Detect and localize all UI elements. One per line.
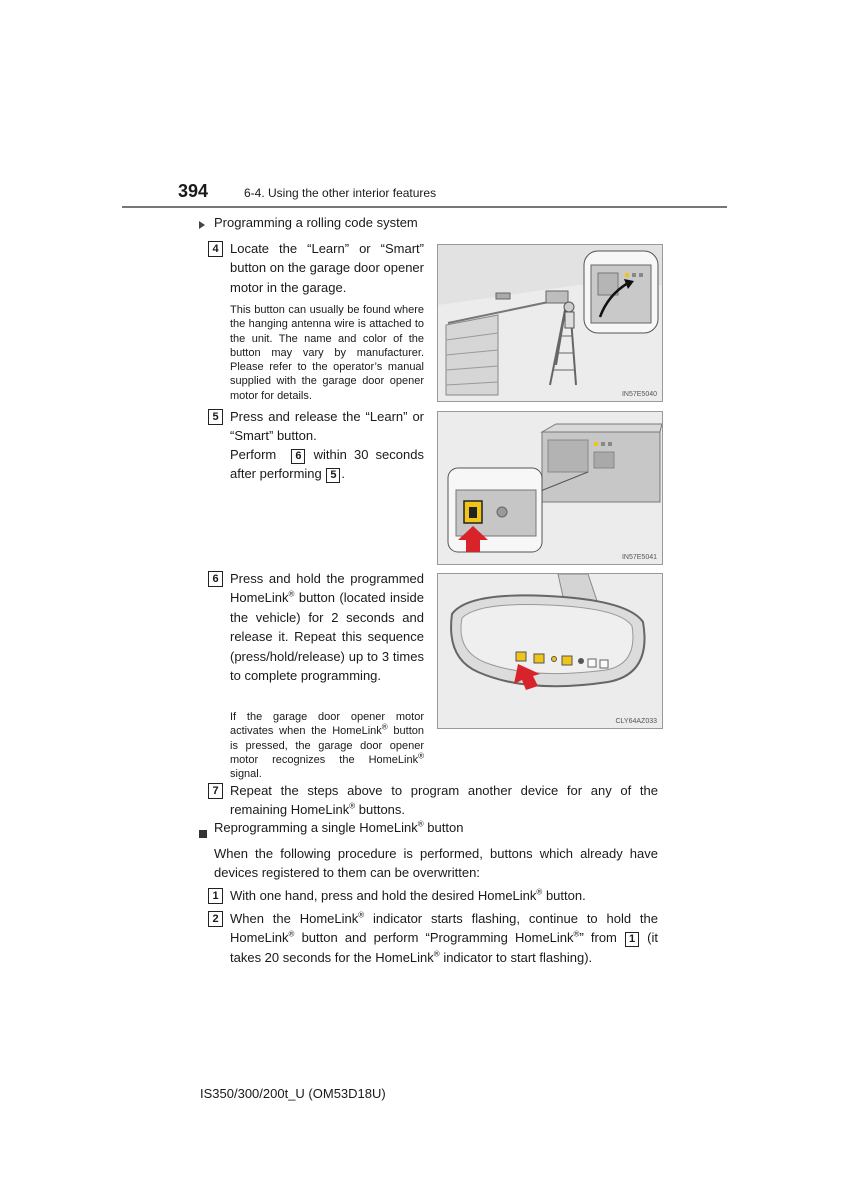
reprogram-step-2-c: button and perform “Programming HomeLink	[301, 930, 574, 946]
figure-garage-opener-motor	[437, 244, 663, 402]
reprogram-step-number-1: 1	[208, 888, 223, 904]
learn-button-illustration	[438, 412, 662, 564]
step-ref-1: 1	[625, 932, 639, 947]
perform-text-a: Perform	[230, 447, 277, 462]
reprogram-intro: When the following procedure is performed, buttons which already have devices registered to them can be overwritten:	[214, 846, 658, 881]
footer-model-code: IS350/300/200t_U (OM53D18U)	[200, 1086, 386, 1101]
step-4-note: This button can usually be found where the hanging antenna wire is attached to the unit. The name and color of the button may vary by manufacturer. Please refer to the operator’s manual supplied with the garage door opener motor for details.	[230, 304, 424, 402]
page-number: 394	[178, 181, 209, 201]
step-6-note	[230, 710, 424, 781]
registered-mark: ®	[349, 802, 356, 812]
registered-mark: ®	[417, 819, 424, 829]
perform-text-b: within 30 seconds after performing	[230, 447, 424, 482]
step-number-6: 6	[208, 571, 223, 587]
step-6-text	[230, 569, 424, 685]
subheading: Programming a rolling code system	[214, 215, 418, 230]
reprogram-step-2-f: indicator to start flashing).	[443, 949, 593, 965]
step-6-note-a: If the garage door opener motor activates when the HomeLink	[230, 711, 424, 738]
step-7-text-b: buttons.	[358, 802, 406, 818]
step-4-text: Locate the “Learn” or “Smart” button on the garage door opener motor in the garage.	[230, 241, 424, 295]
triangle-bullet-icon	[199, 216, 205, 234]
reprogram-step-1-b: button.	[545, 888, 586, 903]
step-number-5: 5	[208, 409, 223, 425]
garage-illustration	[438, 245, 662, 401]
step-number-7: 7	[208, 783, 223, 799]
reprogram-step-2-text	[230, 909, 658, 967]
section-title: 6-4. Using the other interior features	[244, 186, 437, 200]
figure-code: CLY64AZ033	[615, 718, 657, 725]
reprogram-heading	[214, 820, 463, 835]
reprogram-step-2-b: indicator starts flashing, continue to hold the HomeLink	[230, 911, 658, 946]
registered-mark: ®	[288, 590, 295, 600]
step-6-text-a: Press and hold the programmed HomeLink	[230, 571, 424, 606]
reprogram-step-2-e: (it takes 20 seconds for the HomeLink	[230, 930, 658, 965]
step-ref-5: 5	[326, 468, 340, 483]
registered-mark: ®	[536, 887, 543, 897]
step-5-perform	[230, 445, 424, 484]
figure-code: IN57E5040	[621, 391, 657, 398]
registered-mark: ®	[381, 722, 388, 732]
step-number-4: 4	[208, 241, 223, 257]
step-ref-6: 6	[291, 449, 305, 464]
figure-mirror-homelink	[437, 573, 663, 729]
step-6-note-b: button is pressed, the garage door opener motor recognizes the HomeLink	[230, 725, 424, 766]
reprogram-step-1-a: With one hand, press and hold the desired HomeLink	[230, 888, 537, 903]
reprogram-step-2-a: When the HomeLink	[230, 911, 359, 926]
header-rule	[122, 206, 727, 208]
reprogram-step-1-text	[230, 886, 658, 905]
reprogram-heading-b: button	[427, 820, 464, 835]
registered-mark: ®	[433, 949, 440, 959]
step-6-text-b: button (located inside the vehicle) for 2 seconds and release it. Repeat this sequence (press/hold/release) up to 3 times to complete programming.	[230, 590, 424, 684]
square-bullet-icon	[199, 825, 207, 843]
registered-mark: ®	[288, 930, 295, 940]
reprogram-step-2-d: ” from	[579, 930, 617, 946]
registered-mark: ®	[573, 930, 580, 940]
reprogram-heading-a: Reprogramming a single HomeLink	[214, 820, 418, 835]
figure-learn-button	[437, 411, 663, 565]
step-5-text: Press and release the “Learn” or “Smart” button.	[230, 409, 424, 444]
reprogram-step-number-2: 2	[208, 911, 223, 927]
step-7-text	[230, 781, 658, 820]
registered-mark: ®	[418, 751, 424, 761]
registered-mark: ®	[358, 910, 365, 920]
mirror-illustration	[438, 574, 662, 728]
step-7-text-a: Repeat the steps above to program another device for any of the remaining HomeLink	[230, 783, 658, 818]
perform-text-c: .	[341, 466, 346, 482]
figure-code: IN57E5041	[621, 554, 657, 561]
step-6-note-c: signal.	[230, 768, 262, 781]
